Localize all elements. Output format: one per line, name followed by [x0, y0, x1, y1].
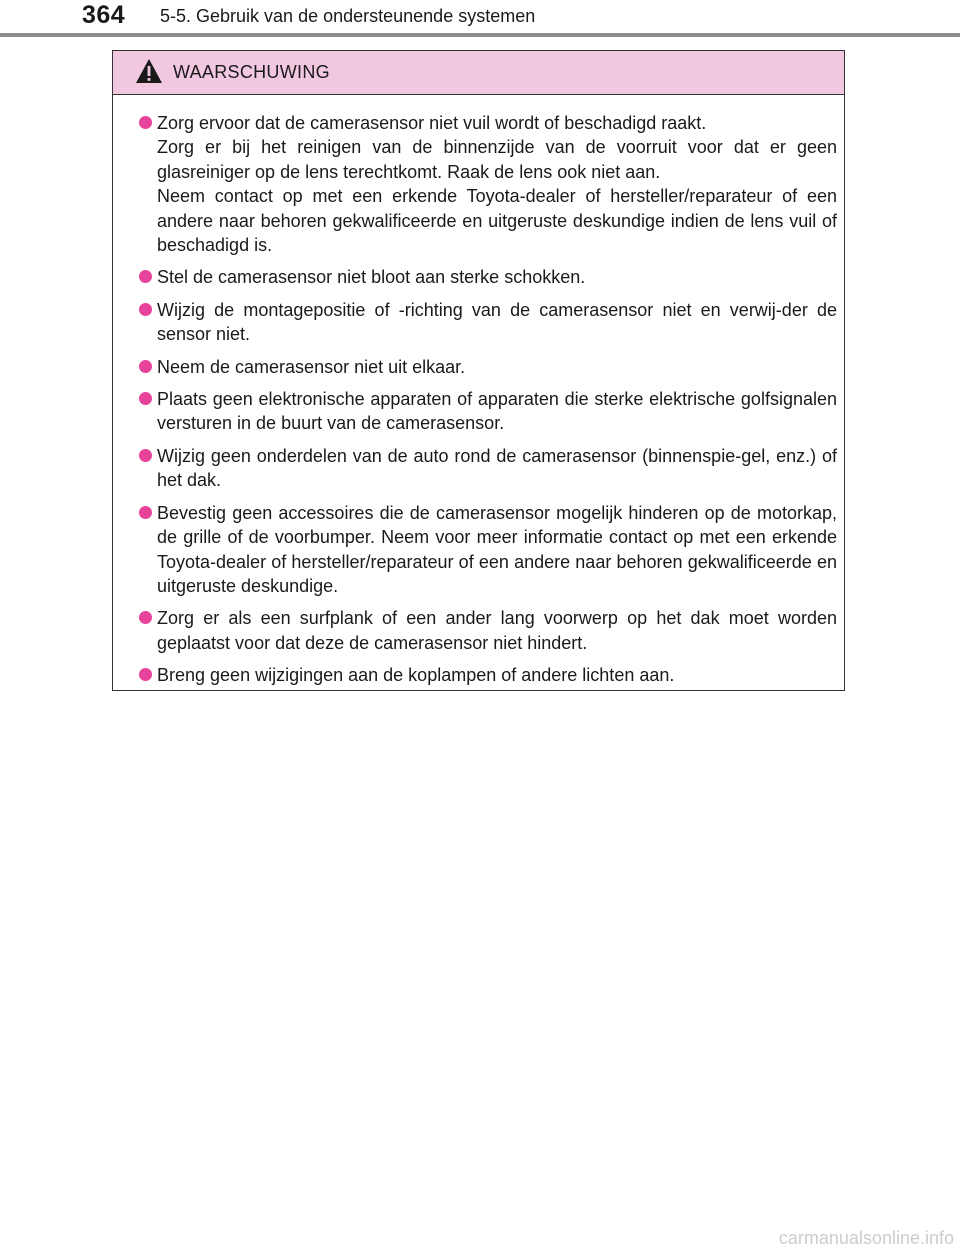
warning-text: Breng geen wijzigingen aan de koplampen of andere lichten aan. [157, 665, 675, 686]
warning-text: Neem de camerasensor niet uit elkaar. [157, 356, 466, 377]
warning-text: Bevestig geen accessoires die de camerasensor mogelijk hinderen op de motorkap, de grille of de voorbumper. Neem voor meer informatie contact op met een erkende Toyota-dealer of hersteller/reparateur of een andere naar behoren gekwalificeerde en uitgeruste deskundige. [157, 502, 837, 596]
bullet-icon [139, 392, 152, 405]
bullet-icon [139, 668, 152, 681]
warning-item [139, 501, 837, 599]
warning-triangle-icon [135, 58, 163, 84]
bullet-icon [139, 449, 152, 462]
page-number: 364 [82, 1, 126, 29]
bullet-icon [139, 506, 152, 519]
warning-text: Zorg er als een surfplank of een ander lang voorwerp op het dak moet worden geplaatst voor dat deze de camerasensor niet hindert. [157, 608, 837, 653]
warning-item [139, 444, 837, 493]
warning-title: WAARSCHUWING [173, 62, 330, 82]
bullet-icon [139, 360, 152, 373]
header-rule [0, 33, 960, 37]
warning-text: Zorg ervoor dat de camerasensor niet vuil wordt of beschadigd raakt. [157, 113, 707, 133]
warning-item [139, 355, 837, 379]
page-header [0, 0, 960, 40]
section-title: 5-5. Gebruik van de ondersteunende systemen [160, 6, 536, 26]
warning-item [139, 265, 837, 289]
warning-text: Stel de camerasensor niet bloot aan sterke schokken. [157, 267, 586, 288]
warning-item [139, 298, 837, 347]
warning-text: Wijzig geen onderdelen van de auto rond de camerasensor (binnenspie-gel, enz.) of het dak. [157, 445, 837, 491]
bullet-icon [139, 270, 152, 283]
warning-text: Wijzig de montagepositie of -richting van de camerasensor niet en verwij-der de sensor niet. [157, 299, 837, 345]
warning-text: Zorg er bij het reinigen van de binnenzijde van de voorruit voor dat er geen glasreiniger op de lens terechtkomt. Raak de lens ook niet aan. [157, 137, 837, 182]
warning-item [139, 387, 837, 436]
warning-header [113, 51, 844, 95]
warning-item [139, 606, 837, 655]
footer-watermark: carmanualsonline.info [778, 1228, 954, 1248]
warning-item [139, 111, 837, 257]
warning-text: Plaats geen elektronische apparaten of apparaten die sterke elektrische golfsignalen versturen in de buurt van de camerasensor. [157, 389, 837, 434]
bullet-icon [139, 116, 152, 129]
warning-text: Neem contact op met een erkende Toyota-dealer of hersteller/reparateur of een andere naar behoren gekwalificeerde en uitgeruste deskundige indien de lens vuil of beschadigd is. [157, 186, 837, 256]
warning-list [139, 111, 837, 696]
warning-item [139, 663, 837, 687]
warning-box [112, 50, 845, 691]
bullet-icon [139, 303, 152, 316]
bullet-icon [139, 611, 152, 624]
